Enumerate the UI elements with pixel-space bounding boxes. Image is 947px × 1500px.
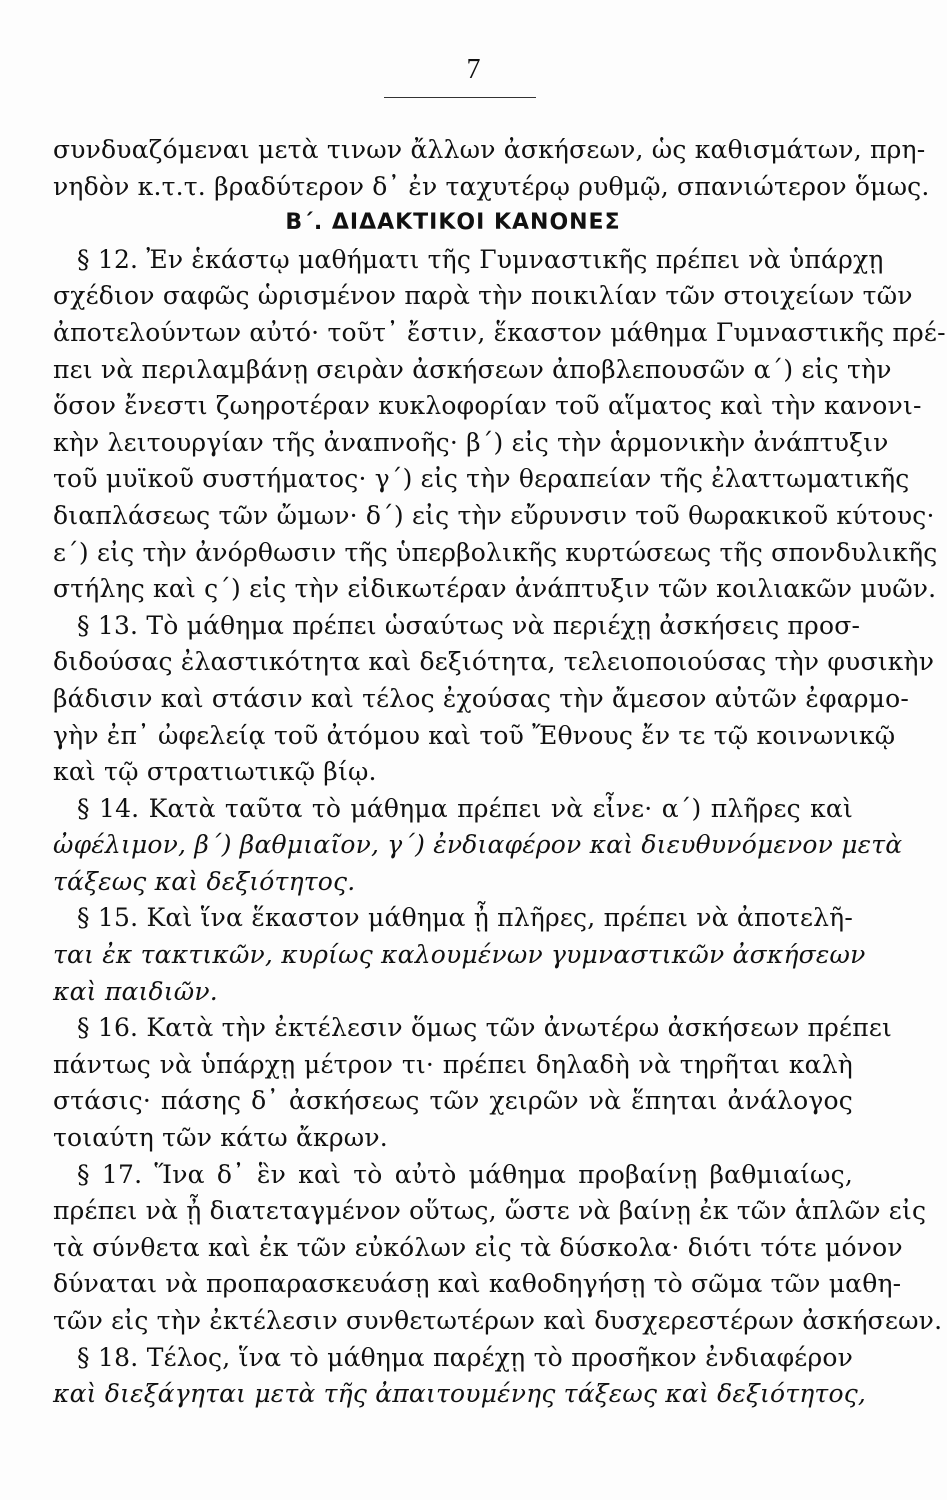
text-line: τάξεως καὶ δεξιότητος. [53,866,356,896]
text-line: πάντως νὰ ὑπάρχῃ μέτρον τι· πρέπει δηλαδὴ νὰ τηρῆται καλὴ [53,1049,853,1079]
page-number: 7 [466,54,481,85]
text-line: ε΄) εἰς τὴν ἀνόρθωσιν τῆς ὑπερβολικῆς κυρτώσεως τῆς σπονδυλικῆς [53,537,938,567]
text-line: δύναται νὰ προπαρασκευάσῃ καὶ καθοδηγήσῃ τὸ σῶμα τῶν μαθη- [53,1269,902,1299]
text-line: διαπλάσεως τῶν ὤμων· δ΄) εἰς τὴν εὔρυνσιν τοῦ θωρακικοῦ κύτους· [53,500,935,530]
text-line: § 14. Κατὰ ταῦτα τὸ μάθημα πρέπει νὰ εἶνε· α΄) πλῆρες καὶ [77,793,853,823]
text-line: § 15. Καὶ ἵνα ἕκαστον μάθημα ᾖ πλῆρες, πρέπει νὰ ἀποτελῆ- [77,903,853,933]
text-line: ὠφέλιμον, β΄) βαθμιαῖον, γ΄) ἐνδιαφέρον καὶ διευθυνόμενον μετὰ [53,830,903,860]
text-line: ται ἐκ τακτικῶν, κυρίως καλουμένων γυμναστικῶν ἀσκήσεων [53,940,866,970]
text-line: § 16. Κατὰ τὴν ἐκτέλεσιν ὅμως τῶν ἀνωτέρω ἀσκήσεων πρέπει [77,1013,892,1043]
text-line: βάδισιν καὶ στάσιν καὶ τέλος ἐχούσας τὴν ἄμεσον αὐτῶν ἐφαρμο- [53,683,910,713]
text-line: ὅσον ἔνεστι ζωηροτέραν κυκλοφορίαν τοῦ αἵματος καὶ τὴν κανονι- [53,391,922,421]
text-line: καὶ διεξάγηται μετὰ τῆς ἀπαιτουμένης τάξεως καὶ δεξιότητος, [53,1379,867,1409]
text-line: διδούσας ἐλαστικότητα καὶ δεξιότητα, τελειοποιούσας τὴν φυσικὴν [53,647,935,677]
text-line: πει νὰ περιλαμβάνῃ σειρὰν ἀσκήσεων ἀποβλεπουσῶν α΄) εἰς τὴν [53,354,892,384]
text-line: ἀποτελούντων αὐτό· τοῦτ᾽ ἔστιν, ἕκαστον μάθημα Γυμναστικῆς πρέ- [53,317,946,347]
text-line: κὴν λειτουργίαν τῆς ἀναπνοῆς· β΄) εἰς τὴν ἁρμονικὴν ἀνάπτυξιν [53,427,889,457]
text-line: σχέδιον σαφῶς ὡρισμένον παρὰ τὴν ποικιλίαν τῶν στοιχείων τῶν [53,281,913,311]
text-line: νηδὸν κ.τ.τ. βραδύτερον δ᾽ ἐν ταχυτέρῳ ρυθμῷ, σπανιώτερον ὅμως. [53,171,930,201]
text-line: τοῦ μυϊκοῦ συστήματος· γ΄) εἰς τὴν θεραπείαν τῆς ἐλαττωματικῆς [53,464,910,494]
text-line: § 17. Ἵνα δ᾽ ἓν καὶ τὸ αὐτὸ μάθημα προβαίνῃ βαθμιαίως, [77,1159,853,1189]
text-line: τὰ σύνθετα καὶ ἐκ τῶν εὐκόλων εἰς τὰ δύσκολα· διότι τότε μόνον [53,1232,903,1262]
text-line: τοιαύτη τῶν κάτω ἄκρων. [53,1123,388,1153]
text-line: συνδυαζόμεναι μετὰ τινων ἄλλων ἀσκήσεων, ὡς καθισμάτων, πρη- [53,135,926,164]
text-line: § 18. Τέλος, ἵνα τὸ μάθημα παρέχῃ τὸ προσῆκον ἐνδιαφέρον [77,1342,853,1372]
text-body [53,132,946,1413]
header-rule [384,97,536,98]
text-line: στήλης καὶ ς΄) εἰς τὴν εἰδικωτέραν ἀνάπτυξιν τῶν κοιλιακῶν μυῶν. [53,574,937,604]
text-line: § 13. Τὸ μάθημα πρέπει ὡσαύτως νὰ περιέχῃ ἀσκήσεις προσ- [77,610,861,640]
text-line: καὶ παιδιῶν. [53,976,218,1006]
text-line: καὶ τῷ στρατιωτικῷ βίῳ. [53,757,377,787]
section-heading: Β΄. ΔΙΔΑΚΤΙΚΟΙ ΚΑΝΟΝΕΣ [285,210,621,236]
text-line: στάσις· πάσης δ᾽ ἀσκήσεως τῶν χειρῶν νὰ ἕπηται ἀνάλογος [53,1086,853,1116]
text-line: τῶν εἰς τὴν ἐκτέλεσιν συνθετωτέρων καὶ δυσχερεστέρων ἀσκήσεων. [53,1306,943,1335]
text-line: πρέπει νὰ ᾖ διατεταγμένον οὕτως, ὥστε νὰ βαίνῃ ἐκ τῶν ἁπλῶν εἰς [53,1196,927,1226]
text-line: γὴν ἐπ᾽ ὠφελείᾳ τοῦ ἀτόμου καὶ τοῦ Ἔθνους ἔν τε τῷ κοινωνικῷ [53,720,896,750]
text-line: § 12. Ἐν ἑκάστῳ μαθήματι τῆς Γυμναστικῆς πρέπει νὰ ὑπάρχῃ [77,244,884,274]
